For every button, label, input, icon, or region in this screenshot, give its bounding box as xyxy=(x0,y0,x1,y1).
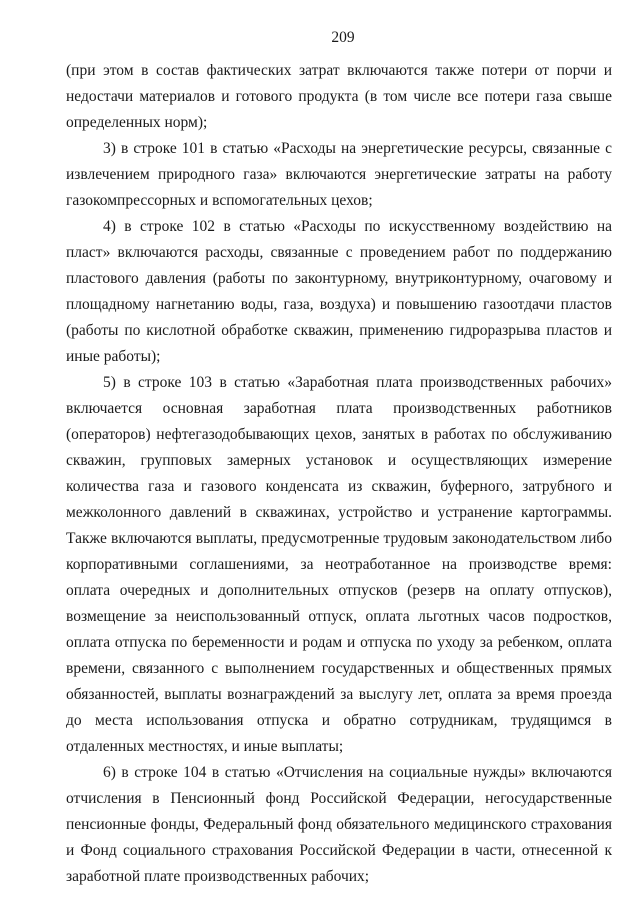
paragraph-item-6: 6) в строке 104 в статью «Отчисления на социальные нужды» включаются отчисления в Пенсионный фонд Российской Федерации, негосударственные пенсионные фонды, Федеральный фонд обязательного медицинского страхования и Фонд социального страхования Российской Федерации в части, отнесенной к заработной плате производственных рабочих; xyxy=(66,764,612,885)
paragraph-item-4: 4) в строке 102 в статью «Расходы по искусственному воздействию на пласт» включаются расходы, связанные с проведением работ по поддержанию пластового давления (работы по законтурному, внутриконтурному, очаговому и площадному нагнетанию воды, газа, воздуха) и повышению газоотдачи пластов (работы по кислотной обработке скважин, применению гидроразрыва пластов и иные работы); xyxy=(66,218,612,365)
paragraph-item-3: 3) в строке 101 в статью «Расходы на энергетические ресурсы, связанные с извлечением природного газа» включаются энергетические затраты на работу газокомпрессорных и вспомогательных цехов; xyxy=(66,140,612,209)
paragraph-item-5: 5) в строке 103 в статью «Заработная плата производственных рабочих» включается основная заработная плата производственных работников (операторов) нефтегазодобывающих цехов, занятых в работах по обслуживанию скважин, групповых замерных установок и осуществляющих измерение количества газа и газового конденсата из скважин, буферного, затрубного и межколонного давлений в скважинах, устройство и устранение картограммы. Также включаются выплаты, предусмотренные трудовым законодательством либо корпоративными соглашениями, за неотработанное на производстве время: оплата очередных и дополнительных отпусков (резерв на оплату отпусков), возмещение за неиспользованный отпуск, оплата льготных часов подростков, оплата отпуска по беременности и родам и отпуска по уходу за ребенком, оплата времени, связанного с выполнением государственных и общественных прямых обязанностей, выплаты вознаграждений за выслугу лет, оплата за время проезда до места использования отпуска и обратно сотрудникам, трудящимся в отдаленных местностях, и иные выплаты; xyxy=(66,374,612,755)
page-number: 209 xyxy=(331,29,355,46)
paragraph-continuation: (при этом в состав фактических затрат включаются также потери от порчи и недостачи материалов и готового продукта (в том числе все потери газа свыше определенных норм); xyxy=(66,62,612,131)
document-page xyxy=(66,28,612,890)
